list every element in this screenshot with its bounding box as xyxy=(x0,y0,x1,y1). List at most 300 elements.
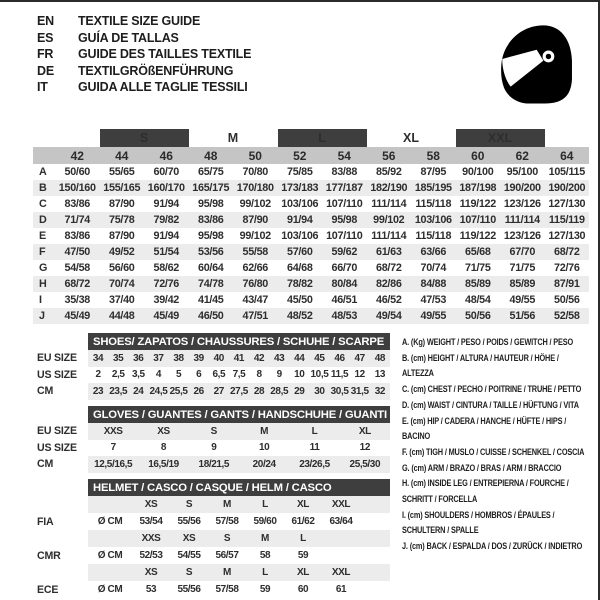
measure-value: 65/68 xyxy=(456,244,501,260)
measure-value: 49/52 xyxy=(100,244,145,260)
measure-value: 78/82 xyxy=(278,276,323,292)
measure-value: 165/175 xyxy=(189,180,234,196)
size-value: 25,5/30 xyxy=(340,456,390,473)
measure-value: 66/70 xyxy=(331,262,358,274)
header-spacer xyxy=(33,406,88,423)
measure-value: 91/94 xyxy=(153,230,180,242)
measure-value: 49/55 xyxy=(509,294,536,306)
helmet-value: 56/57 xyxy=(215,550,239,561)
row-label: CM xyxy=(33,456,88,473)
size-value: 6 xyxy=(196,369,202,381)
header-spacer xyxy=(33,333,88,350)
measure-label: C xyxy=(39,198,47,210)
measure-value: 76/80 xyxy=(233,276,278,292)
size-group-row xyxy=(33,129,589,147)
measure-value: 107/110 xyxy=(326,230,363,242)
unit-label: Ø CM xyxy=(97,584,123,595)
measure-value: 103/106 xyxy=(281,230,319,242)
measure-value: 74/78 xyxy=(189,276,234,292)
language-code: FR xyxy=(37,47,54,61)
measure-value: 103/106 xyxy=(411,212,456,228)
measure-value: 95/98 xyxy=(197,198,224,210)
measure-label: I xyxy=(39,294,42,306)
size-value: XXS xyxy=(88,423,138,440)
helmet-value: 54/55 xyxy=(177,550,201,561)
measure-value: 46/50 xyxy=(189,308,234,324)
measure-value: 53/56 xyxy=(189,244,234,260)
size-value: 38 xyxy=(169,350,189,367)
measure-value: 95/100 xyxy=(506,166,538,178)
measure-value: 70/80 xyxy=(242,166,269,178)
measure-value: 150/160 xyxy=(55,180,100,196)
measure-value: 119/122 xyxy=(459,198,496,210)
helmet-sizes-row-fia xyxy=(33,496,390,513)
size-value: 40 xyxy=(209,350,229,367)
measure-value: 70/74 xyxy=(420,262,447,274)
helmet-size-table xyxy=(33,479,390,598)
filler xyxy=(360,530,390,547)
helmet-size: XXL xyxy=(322,496,360,513)
measure-value: 50/56 xyxy=(456,308,501,324)
measure-row-H xyxy=(33,276,589,292)
unit-spacer xyxy=(88,564,132,581)
size-col-48: 48 xyxy=(189,147,234,164)
measure-value: 85/92 xyxy=(376,166,402,178)
language-row xyxy=(37,30,251,47)
helmet-size: XS xyxy=(132,496,170,513)
size-value: 8 xyxy=(256,369,262,381)
helmet-values-row-fia xyxy=(33,513,390,530)
measure-value: 82/86 xyxy=(367,276,412,292)
helmet-values-row-ece xyxy=(33,581,390,598)
size-value: 47 xyxy=(350,350,370,367)
measure-value: 35/38 xyxy=(64,294,91,306)
size-value: 32 xyxy=(370,383,390,400)
size-value: M xyxy=(239,423,289,440)
legend-item: D. (cm) WAIST / CINTURA / TAILLE / HÜFTUNG / VITA xyxy=(402,399,579,410)
legend-item: C. (cm) CHEST / PECHO / POITRINE / TRUHE / PETTO xyxy=(402,384,582,395)
measure-value: 45/49 xyxy=(55,308,100,324)
size-group-L: L xyxy=(278,129,367,147)
measure-label: J xyxy=(33,308,55,324)
helmet-header-row xyxy=(33,479,390,496)
measure-value: 48/53 xyxy=(322,308,367,324)
measure-value: 55/58 xyxy=(233,244,278,260)
helmet-value: 63/64 xyxy=(329,516,353,527)
size-value: 43 xyxy=(269,350,289,367)
row-label: CM xyxy=(33,383,88,400)
size-group-spacer xyxy=(33,129,100,147)
helmet-size: XXL xyxy=(322,564,360,581)
size-col-54: 54 xyxy=(322,147,367,164)
size-value: 29 xyxy=(289,383,309,400)
measure-value: 48/54 xyxy=(465,294,491,306)
helmet-value: 60 xyxy=(297,584,309,595)
size-value: 39 xyxy=(189,350,209,367)
measure-value: 107/110 xyxy=(456,212,501,228)
measure-value: 99/102 xyxy=(239,198,271,210)
size-value: XS xyxy=(138,423,188,440)
measure-value: 83/86 xyxy=(189,212,234,228)
helmet-size: XS xyxy=(132,564,170,581)
measure-value: 58/62 xyxy=(153,262,180,274)
legend-item: F. (cm) TIGH / MUSLO / CUISSE / SCHENKEL / COSCIA xyxy=(402,446,585,457)
size-row-spacer xyxy=(33,147,55,164)
legend-item: J. (cm) BACK / ESPALDA / DOS / ZURÜCK / INDIETRO xyxy=(402,541,583,552)
measure-value: 84/88 xyxy=(411,276,456,292)
helmet-sizes-row-ece xyxy=(33,564,390,581)
measure-value: 95/98 xyxy=(197,230,224,242)
helmet-size: S xyxy=(208,530,246,547)
measure-value: 54/58 xyxy=(64,262,91,274)
measure-value: 99/102 xyxy=(367,212,412,228)
helmet-value: 57/58 xyxy=(215,516,239,527)
size-value: 12 xyxy=(359,442,370,454)
row-label: EU SIZE xyxy=(33,423,88,440)
measure-value: 67/70 xyxy=(500,244,545,260)
size-value: 28,5 xyxy=(269,383,289,400)
row-label xyxy=(33,530,88,547)
measure-value: 190/200 xyxy=(545,180,590,196)
size-value: 20/24 xyxy=(239,456,289,473)
legend-item: B. (cm) HEIGHT / ALTURA / HAUTEUR / HÖHE / ALTEZZA xyxy=(402,352,559,379)
helmet-size: S xyxy=(170,564,208,581)
gloves-size-table xyxy=(33,406,390,473)
measure-value: 41/45 xyxy=(197,294,224,306)
gloves-row-us-size xyxy=(33,440,390,457)
size-value: 24 xyxy=(128,383,148,400)
size-col-58: 58 xyxy=(411,147,456,164)
size-value: 12 xyxy=(354,369,365,381)
measure-value: 115/119 xyxy=(545,212,590,228)
measure-row-D xyxy=(33,212,589,228)
measure-value: 87/90 xyxy=(108,230,135,242)
size-value: 9 xyxy=(276,369,282,381)
unit-spacer xyxy=(88,530,132,547)
measure-value: 71/75 xyxy=(465,262,491,274)
language-code: ES xyxy=(37,30,54,45)
guide-title: TEXTILGRÖßENFÜHRUNG xyxy=(78,63,234,78)
guide-title: TEXTILE SIZE GUIDE xyxy=(78,14,201,28)
helmet-size: M xyxy=(246,530,284,547)
language-row xyxy=(37,79,251,96)
helmet-value: 59 xyxy=(259,584,271,595)
legend-item: G. (cm) ARM / BRAZO / BRAS / ARM / BRACCIO xyxy=(402,462,562,473)
measure-value: 47/53 xyxy=(420,294,447,306)
measure-value: 87/95 xyxy=(420,166,447,178)
row-label: US SIZE xyxy=(33,440,88,457)
measure-value: 160/170 xyxy=(144,180,189,196)
measure-value: 187/198 xyxy=(456,180,501,196)
measure-value: 107/110 xyxy=(326,198,363,210)
helmet-value: 59/60 xyxy=(253,516,277,527)
helmet-size: M xyxy=(208,496,246,513)
filler xyxy=(360,496,390,513)
gloves-header-row xyxy=(33,406,390,423)
size-group-XL: XL xyxy=(403,131,420,145)
legend-item: E. (cm) HIP / CADERA / HANCHE / HÜFTE / HIPS / BACINO xyxy=(402,415,567,442)
row-label: US SIZE xyxy=(33,367,88,384)
measure-value: 46/52 xyxy=(376,294,402,306)
measure-value: 127/130 xyxy=(548,198,586,210)
legend-item: I. (cm) SHOULDERS / HOMBROS / ÉPAULES / SCHULTERN / SPALLE xyxy=(402,509,555,536)
gloves-row-eu-size xyxy=(33,423,390,440)
measure-row-J xyxy=(33,308,589,324)
helmet-size: L xyxy=(246,564,284,581)
language-row xyxy=(37,63,251,80)
helmet-size: L xyxy=(246,496,284,513)
size-col-56: 56 xyxy=(367,147,412,164)
measure-value: 75/85 xyxy=(287,166,313,178)
size-col-60: 60 xyxy=(456,147,501,164)
size-value: 2 xyxy=(95,369,101,381)
helmet-value: 57/58 xyxy=(215,584,239,595)
measure-value: 123/126 xyxy=(503,198,541,210)
header-spacer xyxy=(33,479,88,496)
measure-value: 87/90 xyxy=(233,212,278,228)
measure-value: 59/62 xyxy=(322,244,367,260)
size-value: 37 xyxy=(148,350,168,367)
size-value: 7 xyxy=(110,442,116,454)
size-value: 18/21,5 xyxy=(189,456,239,473)
measure-label: B xyxy=(33,180,55,196)
size-number-row xyxy=(33,147,589,164)
helmet-value: 55/56 xyxy=(177,516,201,527)
size-col-50: 50 xyxy=(233,147,278,164)
measure-value: 68/72 xyxy=(376,262,402,274)
measure-label: E xyxy=(39,230,46,242)
helmet-size: XXS xyxy=(132,530,170,547)
shoes-row-cm xyxy=(33,383,390,400)
size-value: 8 xyxy=(160,442,167,454)
measure-value: 80/84 xyxy=(322,276,367,292)
measure-value: 44/48 xyxy=(100,308,145,324)
size-value: 30,5 xyxy=(330,383,350,400)
helmet-size: L xyxy=(284,530,322,547)
helmet-title: HELMET / CASCO / CASQUE / HELM / CASCO xyxy=(88,479,390,496)
measure-value: 65/75 xyxy=(197,166,224,178)
measure-value: 83/86 xyxy=(64,230,91,242)
measure-value: 85/89 xyxy=(500,276,545,292)
measure-value: 185/195 xyxy=(411,180,456,196)
measure-value: 43/47 xyxy=(242,294,269,306)
measure-value: 52/58 xyxy=(545,308,590,324)
language-code: IT xyxy=(37,80,48,94)
shoes-header-row xyxy=(33,333,390,350)
measure-value: 115/118 xyxy=(415,230,452,242)
size-value: 36 xyxy=(128,350,148,367)
measure-value: 83/86 xyxy=(64,198,91,210)
measure-row-C xyxy=(33,196,589,212)
helmet-value xyxy=(322,547,360,564)
size-value: 31,5 xyxy=(350,383,370,400)
measure-value: 91/94 xyxy=(278,212,323,228)
measure-label: A xyxy=(39,166,47,178)
measure-row-I xyxy=(33,292,589,308)
size-col-44: 44 xyxy=(100,147,145,164)
size-value: 5 xyxy=(175,369,182,381)
measure-value: 155/165 xyxy=(100,180,145,196)
measure-value: 60/64 xyxy=(197,262,224,274)
row-label: EU SIZE xyxy=(33,350,88,367)
measure-value: 173/183 xyxy=(278,180,323,196)
size-value: 2,5 xyxy=(111,369,125,381)
filler xyxy=(360,564,390,581)
measure-value: 71/75 xyxy=(509,262,536,274)
measure-label: D xyxy=(33,212,55,228)
shoes-row-us-size xyxy=(33,367,390,384)
helmet-values-row-cmr xyxy=(33,547,390,564)
helmet-size: XL xyxy=(284,496,322,513)
size-value: S xyxy=(189,423,239,440)
filler xyxy=(360,513,390,530)
helmet-value: 59 xyxy=(297,550,309,561)
row-label xyxy=(33,564,88,581)
unit-label: Ø CM xyxy=(97,550,123,561)
measure-value: 75/78 xyxy=(100,212,145,228)
measure-value: 56/60 xyxy=(108,262,135,274)
size-value: 24,5 xyxy=(148,383,168,400)
size-value: 9 xyxy=(211,442,217,454)
helmet-size: M xyxy=(208,564,246,581)
measure-value: 127/130 xyxy=(548,230,586,242)
measure-value: 45/50 xyxy=(287,294,313,306)
size-value: 27,5 xyxy=(229,383,249,400)
size-value: 4 xyxy=(155,369,162,381)
measure-value: 90/100 xyxy=(462,166,494,178)
helmet-size: XS xyxy=(170,530,208,547)
filler xyxy=(360,581,390,598)
size-value: 11 xyxy=(309,442,320,454)
measure-value: 68/72 xyxy=(545,244,590,260)
measure-value: 57/60 xyxy=(278,244,323,260)
helmet-size: S xyxy=(170,496,208,513)
helmet-size: XL xyxy=(284,564,322,581)
size-value: 7,5 xyxy=(232,369,246,381)
measure-value: 68/72 xyxy=(55,276,100,292)
measure-value: 91/94 xyxy=(153,198,180,210)
size-value: 46 xyxy=(330,350,350,367)
measure-value: 111/114 xyxy=(500,212,545,228)
measure-value: 123/126 xyxy=(503,230,541,242)
measure-value: 71/74 xyxy=(55,212,100,228)
size-col-42: 42 xyxy=(55,147,100,164)
size-value: 23,5 xyxy=(108,383,128,400)
measure-value: 49/55 xyxy=(411,308,456,324)
measurement-legend xyxy=(402,335,590,555)
measure-value: 46/51 xyxy=(331,294,358,306)
size-value: 41 xyxy=(229,350,249,367)
unit-label: Ø CM xyxy=(97,516,123,527)
size-col-64: 64 xyxy=(545,147,590,164)
measure-value: 49/54 xyxy=(367,308,412,324)
gloves-title: GLOVES / GUANTES / GANTS / HANDSCHUHE / GUANTI xyxy=(88,406,390,423)
standard-label: CMR xyxy=(33,547,88,564)
row-label xyxy=(33,496,88,513)
measure-value: 47/51 xyxy=(233,308,278,324)
size-value: 34 xyxy=(88,350,108,367)
size-value: 48 xyxy=(370,350,390,367)
measure-value: 115/118 xyxy=(415,198,452,210)
measure-row-E xyxy=(33,228,589,244)
measure-value: 182/190 xyxy=(367,180,412,196)
helmet-value: 58 xyxy=(259,550,271,561)
size-value: XL xyxy=(340,423,390,440)
size-value: 45 xyxy=(309,350,329,367)
measure-row-G xyxy=(33,260,589,276)
legend-item: H. (cm) INSIDE LEG / ENTREPIERNA / FOURCHE / SCHRITT / FORCELLA xyxy=(402,478,569,505)
size-group-spacer xyxy=(545,129,590,147)
size-value: 26 xyxy=(189,383,209,400)
size-value: 23/26,5 xyxy=(289,456,339,473)
helmet-value: 61/62 xyxy=(291,516,315,527)
size-value: 25,5 xyxy=(169,383,189,400)
shoes-size-table xyxy=(33,333,390,400)
size-group-XXL: XXL xyxy=(456,129,545,147)
guide-title: GUIDE DES TAILLES TEXTILE xyxy=(78,47,252,61)
measure-value: 95/98 xyxy=(322,212,367,228)
standard-label: ECE xyxy=(33,581,88,598)
measure-label: F xyxy=(33,244,55,260)
measure-value: 48/52 xyxy=(278,308,323,324)
measure-value: 51/56 xyxy=(500,308,545,324)
measure-value: 50/56 xyxy=(554,294,580,306)
measure-value: 170/180 xyxy=(233,180,278,196)
size-value: 3,5 xyxy=(131,369,145,381)
shoes-title: SHOES/ ZAPATOS / CHAUSSURES / SCHUHE / SCARPE xyxy=(88,333,390,350)
racing-helmet-icon xyxy=(493,20,577,108)
size-value: 23 xyxy=(88,383,108,400)
size-col-62: 62 xyxy=(500,147,545,164)
language-row xyxy=(37,13,251,30)
measure-value: 111/114 xyxy=(371,198,407,210)
size-group-S: S xyxy=(100,129,189,147)
measure-value: 37/40 xyxy=(108,294,135,306)
size-col-46: 46 xyxy=(144,147,189,164)
measure-value: 85/89 xyxy=(456,276,501,292)
measure-value: 105/115 xyxy=(548,166,585,178)
measure-value: 60/70 xyxy=(153,166,180,178)
helmet-size xyxy=(322,530,360,547)
measure-value: 177/187 xyxy=(322,180,367,196)
measure-value: 72/76 xyxy=(144,276,189,292)
measure-value: 61/63 xyxy=(367,244,412,260)
size-value: 27 xyxy=(209,383,229,400)
helmet-value: 53 xyxy=(145,584,157,595)
size-value: L xyxy=(289,423,339,440)
measure-value: 39/42 xyxy=(153,294,180,306)
measure-value: 119/122 xyxy=(459,230,496,242)
guide-title: GUÍA DE TALLAS xyxy=(78,30,179,45)
measure-value: 79/82 xyxy=(144,212,189,228)
measure-value: 51/54 xyxy=(144,244,189,260)
size-value: 10,5 xyxy=(310,369,329,381)
size-value: 42 xyxy=(249,350,269,367)
size-value: 10 xyxy=(294,369,305,381)
filler xyxy=(360,547,390,564)
size-value: 12,5/16,5 xyxy=(88,456,138,473)
measure-row-F xyxy=(33,244,589,260)
measure-value: 103/106 xyxy=(281,198,319,210)
shoes-row-eu-size xyxy=(33,350,390,367)
measure-value: 63/66 xyxy=(411,244,456,260)
size-value: 10 xyxy=(258,442,270,454)
gloves-row-cm xyxy=(33,456,390,473)
measure-value: 111/114 xyxy=(371,230,407,242)
language-title-list xyxy=(37,13,251,96)
size-value: 28 xyxy=(249,383,269,400)
size-group-M: M xyxy=(227,131,239,145)
